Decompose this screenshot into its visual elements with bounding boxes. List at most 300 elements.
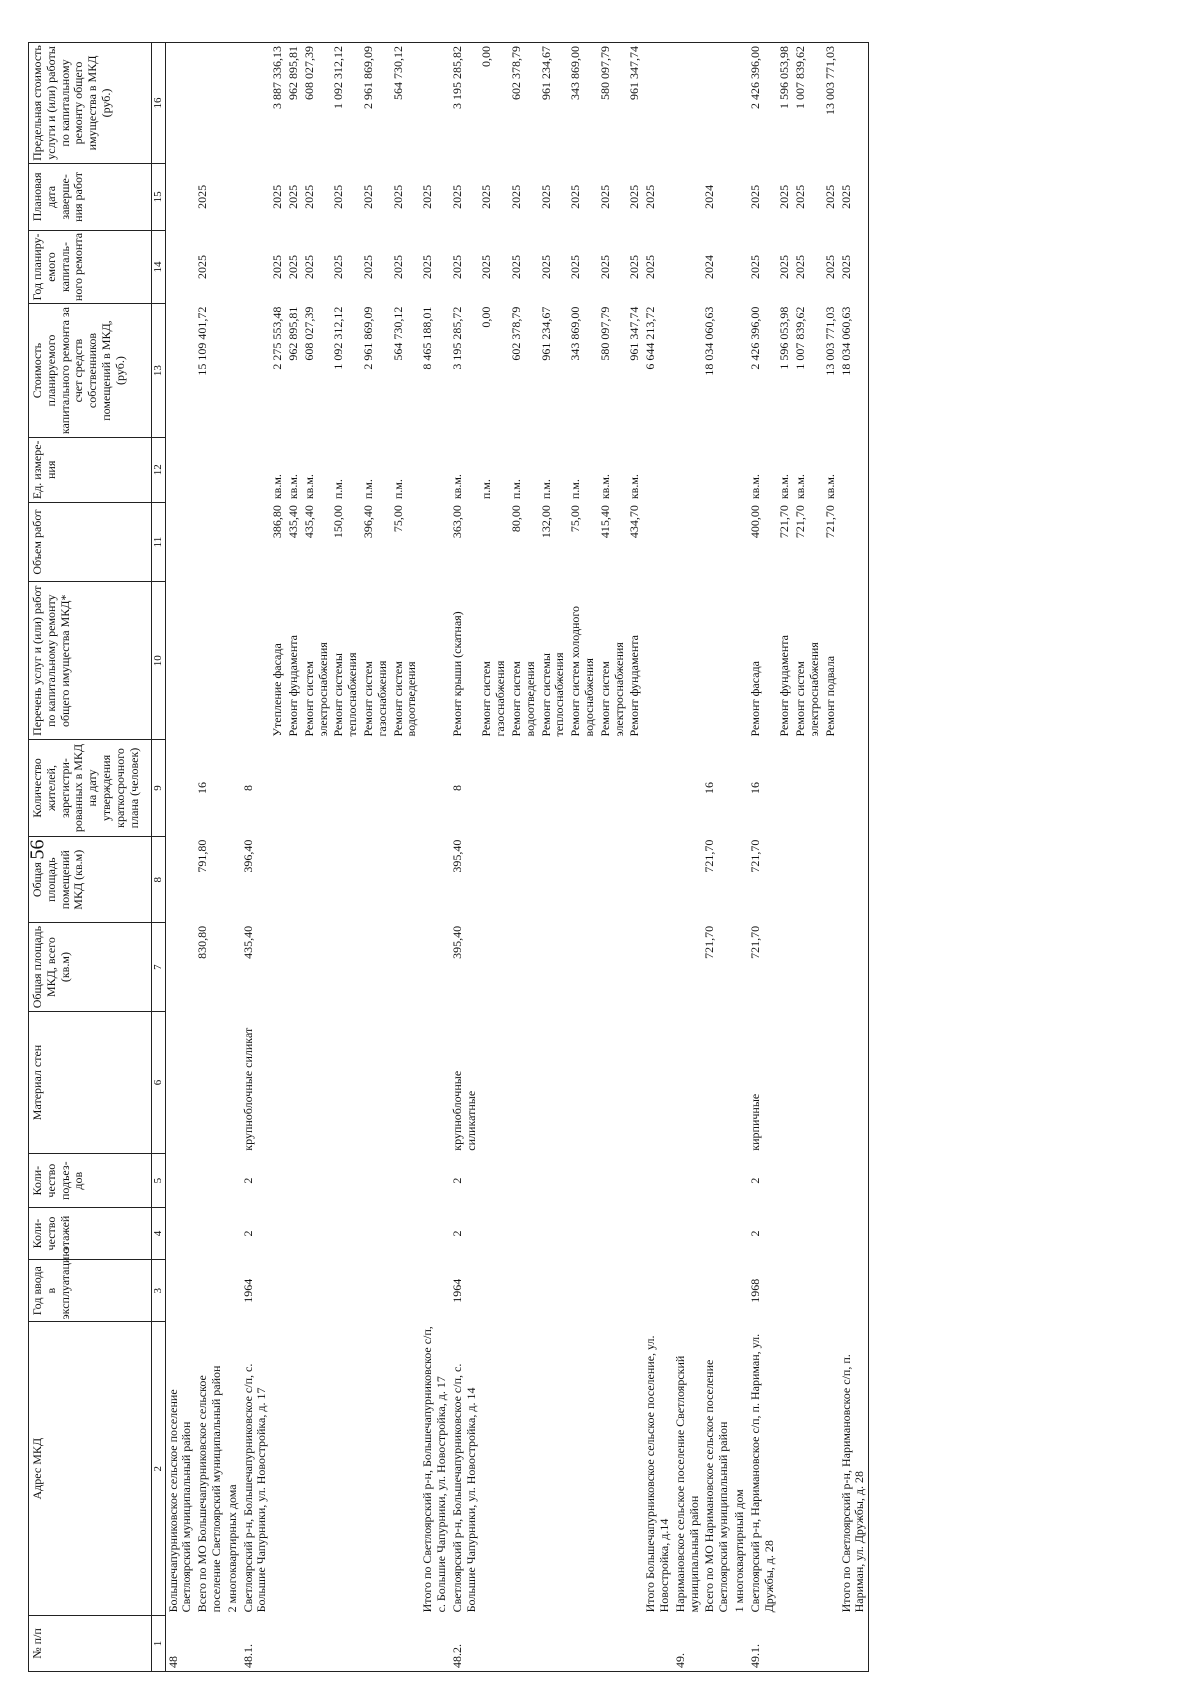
table-cell: 580 097,79 <box>597 306 612 361</box>
table-cell <box>361 1011 391 1153</box>
table-row <box>627 43 643 1672</box>
table-cell: 830,80 <box>195 925 210 959</box>
table-cell <box>732 1154 748 1208</box>
table-cell <box>702 43 732 164</box>
table-cell: Ремонт систем холодного водоснабжения <box>568 605 596 737</box>
table-cell: Ремонт подвала <box>822 655 837 737</box>
table-cell <box>195 43 225 164</box>
table-cell <box>270 837 286 923</box>
table-cell <box>568 1208 598 1260</box>
table-cell <box>195 1615 225 1671</box>
table-cell: Всего по МО Наримановское сельское поселение Светлоярский муниципальный район <box>702 1359 731 1613</box>
table-cell <box>509 923 539 1011</box>
table-cell <box>420 437 450 502</box>
column-header: Год ввода в эксплуатацию <box>29 1259 152 1322</box>
table-cell <box>391 1011 421 1153</box>
table-cell <box>302 1154 332 1208</box>
table-cell: Большечапурниковское сельское поселение Светлоярский муниципальный район <box>165 1389 194 1613</box>
table-cell <box>361 1322 391 1615</box>
table-cell: кв.м. <box>822 474 837 500</box>
table-row <box>241 43 271 1672</box>
table-cell: п.м. <box>390 479 405 500</box>
column-number: 12 <box>152 437 166 502</box>
table-cell <box>165 230 195 303</box>
table-cell: 2025 <box>331 184 346 209</box>
table-cell: кв.м. <box>777 474 792 500</box>
table-cell: 2025 <box>301 184 316 209</box>
table-cell <box>627 1259 643 1322</box>
column-number: 7 <box>152 923 166 1011</box>
table-cell <box>302 923 332 1011</box>
table-cell <box>539 1011 569 1153</box>
table-cell <box>225 304 241 438</box>
table-cell: Итого Большечапурниковское сельское поселение, ул. Новостройка, д.14 <box>643 1335 671 1613</box>
table-cell: 386,80 <box>270 505 285 539</box>
table-cell: 580 097,79 <box>598 43 628 164</box>
table-cell <box>732 1011 748 1153</box>
table-cell <box>732 304 748 438</box>
table-cell <box>823 1259 839 1322</box>
table-cell: 2025 <box>793 184 808 209</box>
column-number: 11 <box>152 502 166 582</box>
table-cell <box>165 1259 195 1322</box>
table-cell: кв.м. <box>449 474 464 500</box>
table-cell <box>225 923 241 1011</box>
table-cell: п.м. <box>361 479 375 500</box>
table-cell <box>195 1011 225 1153</box>
table-cell: 1 007 839,62 <box>793 43 823 164</box>
table-cell <box>331 1615 361 1671</box>
table-cell <box>225 502 241 582</box>
table-cell: 2024 <box>702 184 717 209</box>
column-header: Год планиру-емого капиталь-ного ремонта <box>29 230 152 303</box>
table-row <box>777 43 793 1672</box>
table-cell <box>420 837 450 923</box>
table-cell: 2025 <box>538 184 553 209</box>
table-row <box>195 43 225 1672</box>
table-cell: кв.м. <box>627 474 642 500</box>
table-cell <box>270 1259 286 1322</box>
table-cell: 1 многоквартирный дом <box>731 1489 746 1613</box>
table-cell <box>732 502 748 582</box>
table-cell: Светлоярский р-н, Большечапурниковское с/п, с. Большие Чапурники, ул. Новостройка, д. 14 <box>449 1363 478 1613</box>
table-cell <box>165 1011 195 1153</box>
table-cell: Светлоярский р-н, Большечапурниковское с/п, с. Большие Чапурники, ул. Новостройка, д. 17 <box>240 1363 269 1613</box>
table-cell: 343 869,00 <box>568 306 583 361</box>
table-row <box>539 43 569 1672</box>
table-cell: 2025 <box>822 184 837 209</box>
table-cell: 3 195 285,72 <box>449 306 464 370</box>
table-cell <box>777 739 793 836</box>
table-cell <box>673 739 703 836</box>
table-cell <box>643 43 673 164</box>
table-cell <box>165 923 195 1011</box>
table-cell <box>702 1615 732 1671</box>
table-row <box>793 43 823 1672</box>
capital-repair-table <box>28 42 869 1672</box>
column-number-row <box>152 43 166 1672</box>
page-number: 56 <box>26 839 49 860</box>
table-cell: п.м. <box>479 479 494 500</box>
table-cell <box>839 739 869 836</box>
table-cell <box>165 739 195 836</box>
table-cell: 2 426 396,00 <box>747 306 762 370</box>
table-cell <box>539 923 569 1011</box>
table-row <box>673 43 703 1672</box>
table-cell: 2025 <box>839 230 869 303</box>
table-cell <box>225 582 241 740</box>
table-cell <box>225 1208 241 1260</box>
table-cell: 2025 <box>479 184 494 209</box>
column-number: 6 <box>152 1011 166 1153</box>
column-header: Плановая дата заверше-ния работ <box>29 163 152 230</box>
table-cell: 395,40 <box>449 925 464 959</box>
table-row <box>748 43 778 1672</box>
table-cell <box>627 1154 643 1208</box>
table-cell <box>302 1011 332 1153</box>
table-cell <box>777 1154 793 1208</box>
table-cell <box>302 1322 332 1615</box>
column-header: Коли-чество этажей <box>29 1208 152 1260</box>
table-row <box>598 43 628 1672</box>
table-cell <box>225 230 241 303</box>
table-cell <box>732 437 748 502</box>
table-cell <box>702 1154 732 1208</box>
table-cell <box>241 230 271 303</box>
table-cell: 2025 <box>449 255 464 279</box>
column-header: Количество жителей, зарегистри-рованных в МКД на дату утверждения краткосрочного плана (человек) <box>29 739 152 836</box>
table-cell: 2 многоквартирных дома <box>224 1484 239 1613</box>
table-cell <box>165 1208 195 1260</box>
table-cell: 8 <box>240 785 255 792</box>
table-cell <box>598 1322 628 1615</box>
table-cell: 49.1. <box>748 1615 778 1671</box>
table-cell <box>598 1259 628 1322</box>
column-number: 16 <box>152 43 166 164</box>
table-cell <box>839 1011 869 1153</box>
table-cell <box>331 739 361 836</box>
table-cell <box>286 837 302 923</box>
table-cell: 1 092 312,12 <box>331 306 346 370</box>
table-cell <box>420 739 450 836</box>
table-cell <box>420 43 450 164</box>
table-cell: 2 275 553,48 <box>270 306 285 370</box>
column-header: Предельная стоимость услуги и (или) работы по капитальному ремонту общего имущества в МКД (руб.) <box>29 43 152 164</box>
table-cell: 8 <box>449 785 464 792</box>
table-cell <box>627 1011 643 1153</box>
table-cell <box>241 582 271 740</box>
column-number: 10 <box>152 582 166 740</box>
table-cell: 602 378,79 <box>508 306 523 361</box>
table-cell: 2 <box>449 1230 464 1237</box>
table-cell: 16 <box>702 782 717 795</box>
table-cell <box>302 739 332 836</box>
table-cell: 2025 <box>643 255 658 279</box>
table-cell <box>702 1259 732 1322</box>
table-cell: 2025 <box>479 255 494 279</box>
table-cell <box>391 923 421 1011</box>
table-cell: 48.2. <box>450 1615 480 1671</box>
table-cell <box>793 1259 823 1322</box>
table-cell <box>479 502 509 582</box>
table-cell: 2025 <box>286 255 301 279</box>
table-cell: 962 895,81 <box>286 43 302 164</box>
table-cell: кв.м. <box>301 474 316 500</box>
table-cell <box>270 739 286 836</box>
table-cell <box>673 1259 703 1322</box>
table-row <box>165 43 195 1672</box>
table-cell: 0,00 <box>479 43 509 164</box>
table-cell: 564 730,12 <box>390 306 405 361</box>
table-cell <box>270 923 286 1011</box>
table-row <box>643 43 673 1672</box>
table-cell <box>643 1259 673 1322</box>
table-cell: п.м. <box>508 479 523 500</box>
table-cell <box>165 163 195 230</box>
table-cell: 2025 <box>420 184 435 209</box>
table-cell <box>643 1154 673 1208</box>
table-cell: 721,70 <box>702 839 717 873</box>
table-cell <box>627 1208 643 1260</box>
column-header: Стоимость планируемого капитального ремонта за счет средств собственников помещений в МКД, (руб.) <box>29 304 152 438</box>
table-row <box>225 43 241 1672</box>
table-cell <box>823 739 839 836</box>
table-cell <box>241 163 271 230</box>
table-cell: Ремонт фундамента <box>777 634 792 737</box>
table-cell <box>568 1154 598 1208</box>
table-cell: 2025 <box>270 255 285 279</box>
table-row <box>302 43 332 1672</box>
table-cell <box>627 923 643 1011</box>
table-cell: 395,40 <box>449 839 464 873</box>
table-cell <box>509 739 539 836</box>
table-cell <box>391 837 421 923</box>
table-cell <box>331 1208 361 1260</box>
table-cell: 2025 <box>822 255 837 279</box>
table-cell <box>823 1322 839 1615</box>
table-cell <box>839 43 869 164</box>
table-cell: 2025 <box>301 255 316 279</box>
table-row <box>361 43 391 1672</box>
table-cell <box>793 1615 823 1671</box>
table-cell: 2025 <box>627 184 642 209</box>
table-cell: 1 596 053,98 <box>777 306 792 370</box>
table-row <box>732 43 748 1672</box>
table-cell <box>598 923 628 1011</box>
table-cell <box>225 163 241 230</box>
table-cell <box>270 1154 286 1208</box>
table-cell: кв.м. <box>747 474 762 500</box>
column-number: 15 <box>152 163 166 230</box>
table-cell <box>777 1615 793 1671</box>
table-cell: кв.м. <box>793 474 808 500</box>
table-cell <box>195 582 225 740</box>
table-cell: Ремонт фундамента <box>627 634 642 737</box>
table-cell <box>270 1011 286 1153</box>
table-cell <box>195 502 225 582</box>
table-cell <box>331 1011 361 1153</box>
table-cell: Ремонт систем водоотведения <box>508 661 537 737</box>
table-cell <box>225 739 241 836</box>
header-row <box>29 43 152 1672</box>
table-cell <box>673 304 703 438</box>
table-cell: 2025 <box>420 255 435 279</box>
table-cell <box>165 304 195 438</box>
table-cell <box>673 43 703 164</box>
table-cell <box>420 502 450 582</box>
table-cell: 1 092 312,12 <box>331 43 361 164</box>
table-cell: Наримановское сельское поселение Светлоярский муниципальный район <box>672 1355 701 1613</box>
table-cell: Ремонт систем электроснабжения <box>301 642 330 737</box>
table-cell <box>793 739 823 836</box>
table-row <box>479 43 509 1672</box>
table-cell: 435,40 <box>301 505 316 539</box>
table-cell: 435,40 <box>240 925 255 959</box>
table-cell <box>270 1322 286 1615</box>
table-cell <box>823 1615 839 1671</box>
table-cell <box>361 739 391 836</box>
table-cell <box>165 43 195 164</box>
table-cell: 132,00 <box>538 505 553 539</box>
table-cell: 2 961 869,09 <box>361 306 375 370</box>
table-cell <box>165 1154 195 1208</box>
table-cell <box>479 1011 509 1153</box>
table-cell <box>598 1208 628 1260</box>
table-cell: 2025 <box>747 255 762 279</box>
table-cell: 2025 <box>508 184 523 209</box>
table-cell <box>702 437 732 502</box>
table-cell: 75,00 <box>390 505 405 533</box>
table-cell <box>673 923 703 1011</box>
table-cell <box>568 1259 598 1322</box>
table-cell <box>823 1011 839 1153</box>
table-cell: 2 <box>240 1230 255 1237</box>
table-cell <box>165 582 195 740</box>
column-number: 2 <box>152 1322 166 1615</box>
table-cell <box>568 739 598 836</box>
table-cell <box>361 1615 391 1671</box>
table-cell <box>627 1615 643 1671</box>
table-cell <box>702 502 732 582</box>
table-cell: 1968 <box>747 1278 762 1303</box>
table-cell: 608 027,39 <box>302 43 332 164</box>
table-cell <box>732 923 748 1011</box>
table-cell: 2025 <box>508 255 523 279</box>
table-cell: 2024 <box>702 255 717 279</box>
table-cell: 2025 <box>597 255 612 279</box>
column-header: Общая площадь МКД, всего (кв.м) <box>29 923 152 1011</box>
table-row <box>450 43 480 1672</box>
table-cell: 608 027,39 <box>301 306 316 361</box>
table-cell: 2025 <box>390 255 405 279</box>
table-cell <box>839 582 869 740</box>
table-cell <box>539 1259 569 1322</box>
table-cell <box>331 837 361 923</box>
table-row <box>568 43 598 1672</box>
table-row <box>331 43 361 1672</box>
table-cell: кв.м. <box>270 474 285 500</box>
table-cell: Ремонт системы теплоснабжения <box>331 652 360 737</box>
table-cell: 396,40 <box>361 505 375 539</box>
table-cell <box>568 1011 598 1153</box>
table-row <box>270 43 286 1672</box>
table-cell <box>420 582 450 740</box>
table-cell <box>673 1208 703 1260</box>
table-cell <box>509 1011 539 1153</box>
table-cell: 16 <box>747 782 762 795</box>
table-cell: 961 347,74 <box>627 306 642 361</box>
table-cell: 2 <box>240 1177 255 1184</box>
table-cell <box>286 739 302 836</box>
table-cell <box>793 923 823 1011</box>
table-cell <box>793 1322 823 1615</box>
table-cell <box>673 1154 703 1208</box>
table-cell <box>509 1208 539 1260</box>
table-cell <box>225 1154 241 1208</box>
table-cell <box>391 1259 421 1322</box>
table-cell: 6 644 213,72 <box>643 306 658 370</box>
table-cell <box>598 1011 628 1153</box>
table-cell <box>420 1208 450 1260</box>
table-cell <box>479 1208 509 1260</box>
table-cell <box>823 1208 839 1260</box>
table-cell <box>702 582 732 740</box>
table-cell: Ремонт систем электроснабжения <box>597 642 626 737</box>
table-cell <box>673 502 703 582</box>
table-cell: кирпичные <box>747 1093 762 1151</box>
table-cell <box>331 1259 361 1322</box>
table-cell <box>643 1011 673 1153</box>
table-cell: 2025 <box>195 255 210 279</box>
table-cell <box>732 739 748 836</box>
table-cell: Ремонт систем водоотведения <box>390 661 419 737</box>
table-cell <box>241 502 271 582</box>
table-cell <box>539 1615 569 1671</box>
table-cell <box>643 437 673 502</box>
column-header: Ед. измере-ния <box>29 437 152 502</box>
table-cell <box>643 1208 673 1260</box>
table-cell <box>702 1208 732 1260</box>
table-body <box>165 43 868 1672</box>
column-header: № п/п <box>29 1615 152 1671</box>
table-cell <box>479 837 509 923</box>
table-cell <box>241 437 271 502</box>
table-cell <box>302 1208 332 1260</box>
table-cell: 2025 <box>793 255 808 279</box>
column-header: Коли-чество подъез-дов <box>29 1154 152 1208</box>
table-cell <box>225 1259 241 1322</box>
table-cell <box>539 837 569 923</box>
table-cell <box>479 739 509 836</box>
table-cell <box>391 1615 421 1671</box>
table-cell <box>241 43 271 164</box>
table-cell: 721,70 <box>747 925 762 959</box>
table-cell: 961 347,74 <box>627 43 643 164</box>
table-cell: 1 007 839,62 <box>793 306 808 370</box>
table-cell: Ремонт систем газоснабжения <box>479 660 508 737</box>
table-cell <box>839 923 869 1011</box>
table-cell <box>225 437 241 502</box>
table-cell <box>643 502 673 582</box>
column-number: 4 <box>152 1208 166 1260</box>
table-row <box>286 43 302 1672</box>
table-cell: 1 596 053,98 <box>777 43 793 164</box>
table-cell: 2025 <box>568 255 583 279</box>
table-cell <box>420 1154 450 1208</box>
table-cell <box>361 1208 391 1260</box>
table-cell: 363,00 <box>449 505 464 539</box>
table-cell <box>568 1322 598 1615</box>
